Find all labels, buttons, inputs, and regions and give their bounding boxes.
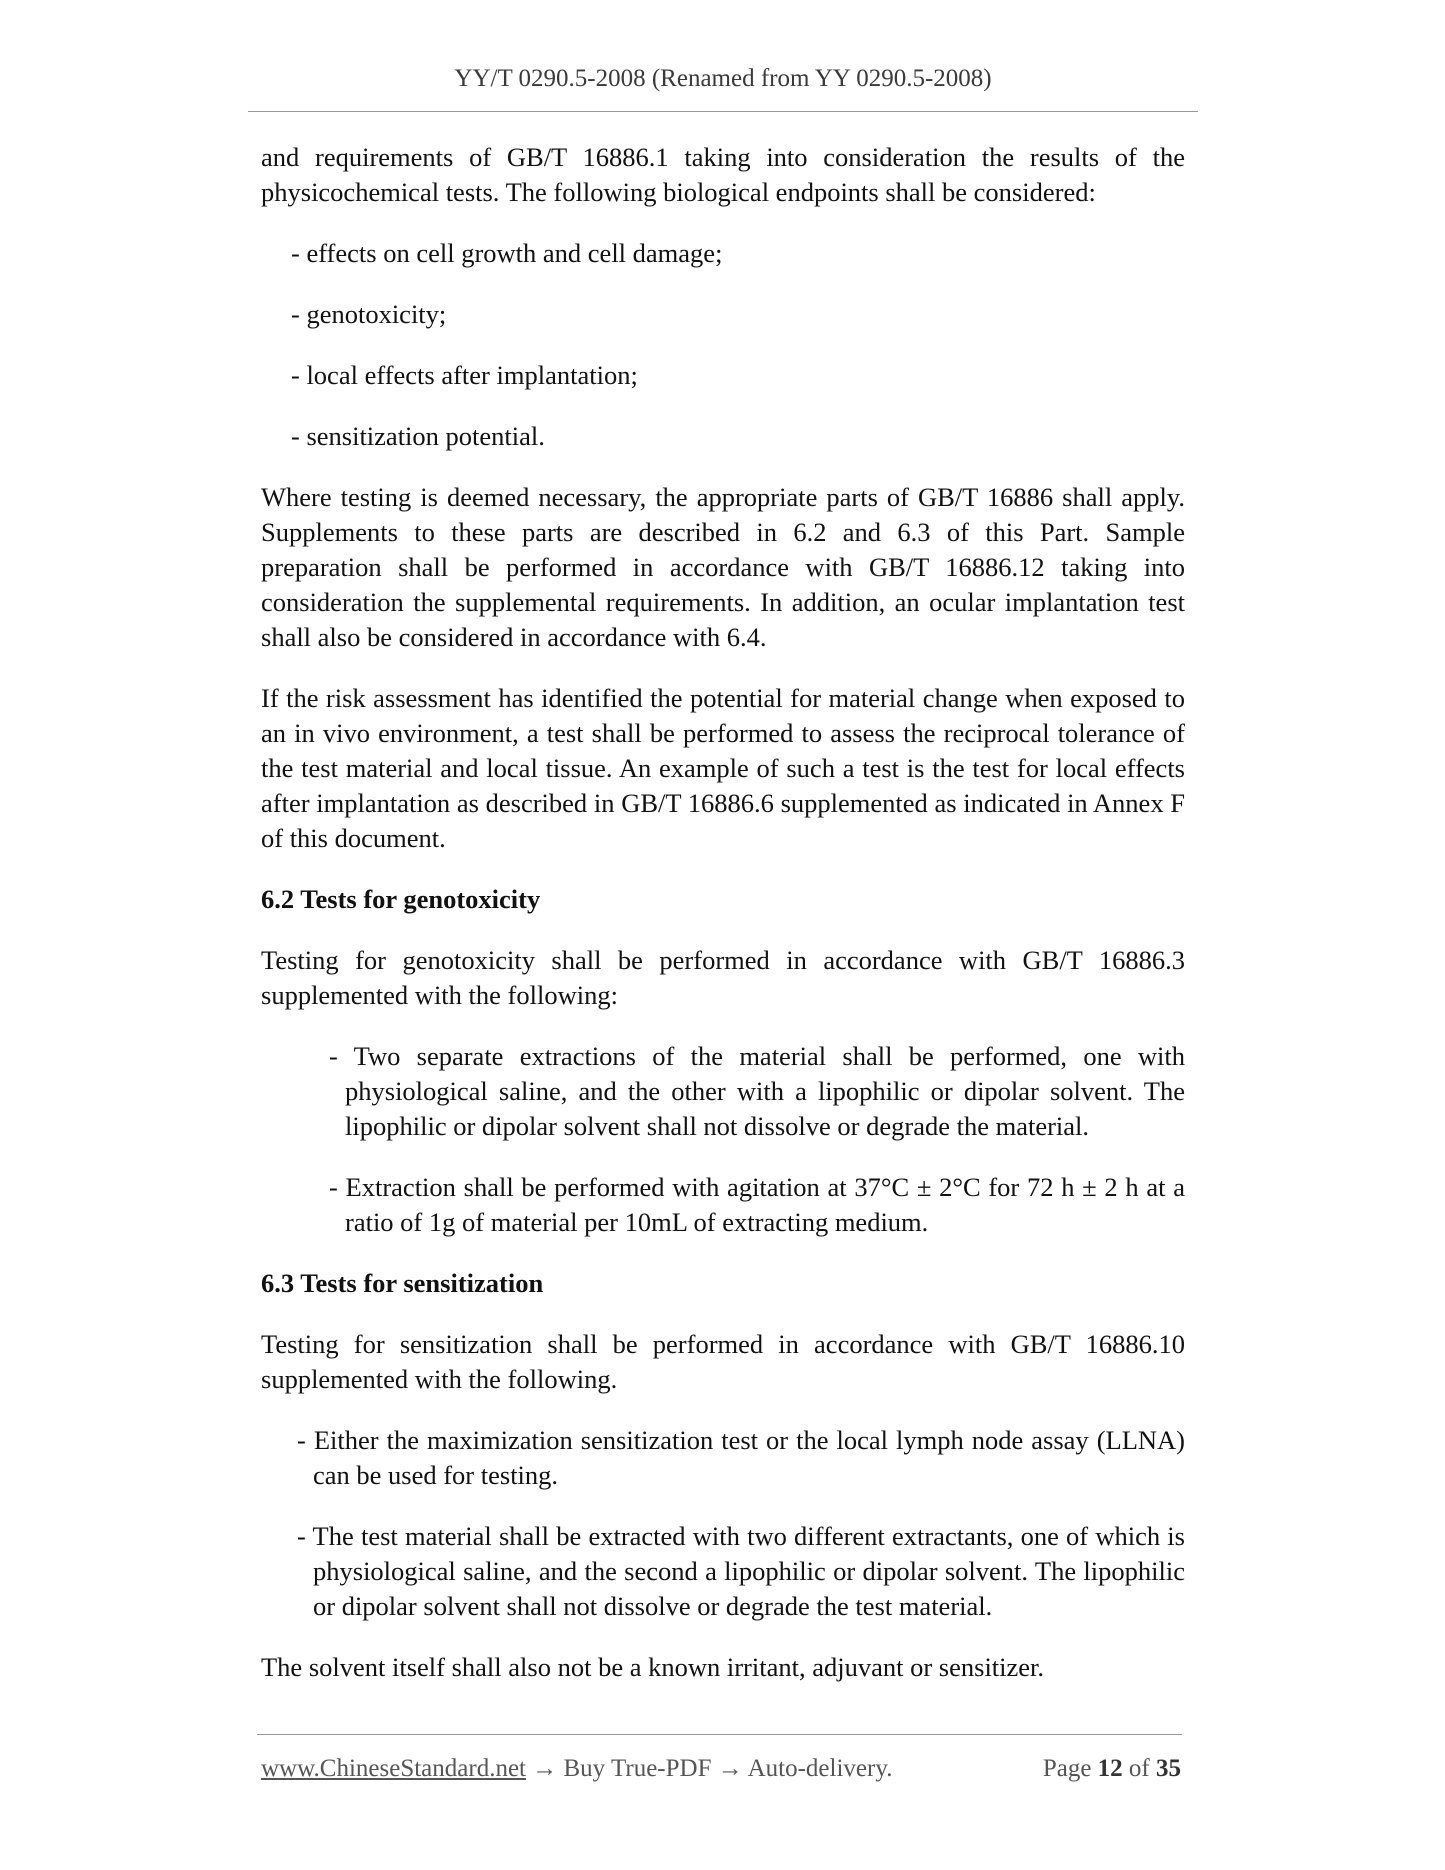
footer-tagline: → Buy True-PDF → Auto-delivery. bbox=[526, 1755, 893, 1782]
genotoxicity-paragraph: Testing for genotoxicity shall be performed in accordance with GB/T 16886.3 supplemented with the following: bbox=[261, 945, 1185, 1010]
solvent-paragraph: The solvent itself shall also not be a known irritant, adjuvant or sensitizer. bbox=[261, 1652, 1045, 1682]
intro-paragraph: and requirements of GB/T 16886.1 taking into consideration the results of the physicochemical tests. The following biological endpoints shall be considered: bbox=[261, 142, 1185, 207]
genotoxicity-item: - Extraction shall be performed with agitation at 37°C ± 2°C for 72 h ± 2 h at a ratio of 1g of material per 10mL of extracting medium. bbox=[329, 1172, 1185, 1237]
page-number bbox=[1043, 1752, 1181, 1786]
page-label: Page bbox=[1042, 1755, 1092, 1782]
endpoint-item: - local effects after implantation; bbox=[291, 360, 638, 390]
header-divider bbox=[248, 111, 1198, 112]
sensitization-paragraph: Testing for sensitization shall be performed in accordance with GB/T 16886.10 supplemented with the following. bbox=[261, 1329, 1185, 1394]
page-current: 12 bbox=[1097, 1755, 1123, 1782]
endpoint-item: - effects on cell growth and cell damage; bbox=[291, 238, 723, 268]
section-heading-6-2: 6.2 Tests for genotoxicity bbox=[261, 884, 541, 914]
risk-assessment-paragraph: If the risk assessment has identified the potential for material change when exposed to an in vivo environment, a test shall be performed to assess the reciprocal tolerance of the test material and local tissue. An example of such a test is the test for local effects after implantation as described in GB/T 16886.6 supplemented as indicated in Annex F of this document. bbox=[261, 683, 1185, 853]
sensitization-item: - Either the maximization sensitization test or the local lymph node assay (LLNA) can be used for testing. bbox=[297, 1425, 1185, 1490]
genotoxicity-item: - Two separate extractions of the material shall be performed, one with physiological saline, and the other with a lipophilic or dipolar solvent. The lipophilic or dipolar solvent shall not dissolve or degrade the material. bbox=[329, 1041, 1185, 1141]
page-total: 35 bbox=[1156, 1755, 1181, 1782]
page-header-title: YY/T 0290.5-2008 (Renamed from YY 0290.5-2008) bbox=[454, 65, 992, 92]
endpoint-item: - sensitization potential. bbox=[291, 421, 545, 451]
site-link[interactable]: www.ChineseStandard.net bbox=[261, 1755, 526, 1782]
endpoint-item: - genotoxicity; bbox=[291, 299, 447, 329]
footer-divider bbox=[257, 1734, 1182, 1735]
section-heading-6-3: 6.3 Tests for sensitization bbox=[261, 1268, 544, 1298]
document-body bbox=[261, 140, 1185, 1711]
testing-paragraph: Where testing is deemed necessary, the appropriate parts of GB/T 16886 shall apply. Supplements to these parts are described in 6.2 and 6.3 of this Part. Sample preparation shall be performed in accordance with GB/T 16886.12 taking into consideration the supplemental requirements. In addition, an ocular implantation test shall also be considered in accordance with 6.4. bbox=[261, 482, 1185, 652]
sensitization-item: - The test material shall be extracted with two different extractants, one of which is physiological saline, and the second a lipophilic or dipolar solvent. The lipophilic or dipolar solvent shall not dissolve or degrade the test material. bbox=[297, 1521, 1185, 1621]
of-label: of bbox=[1128, 1755, 1150, 1782]
footer-promo bbox=[261, 1752, 892, 1786]
